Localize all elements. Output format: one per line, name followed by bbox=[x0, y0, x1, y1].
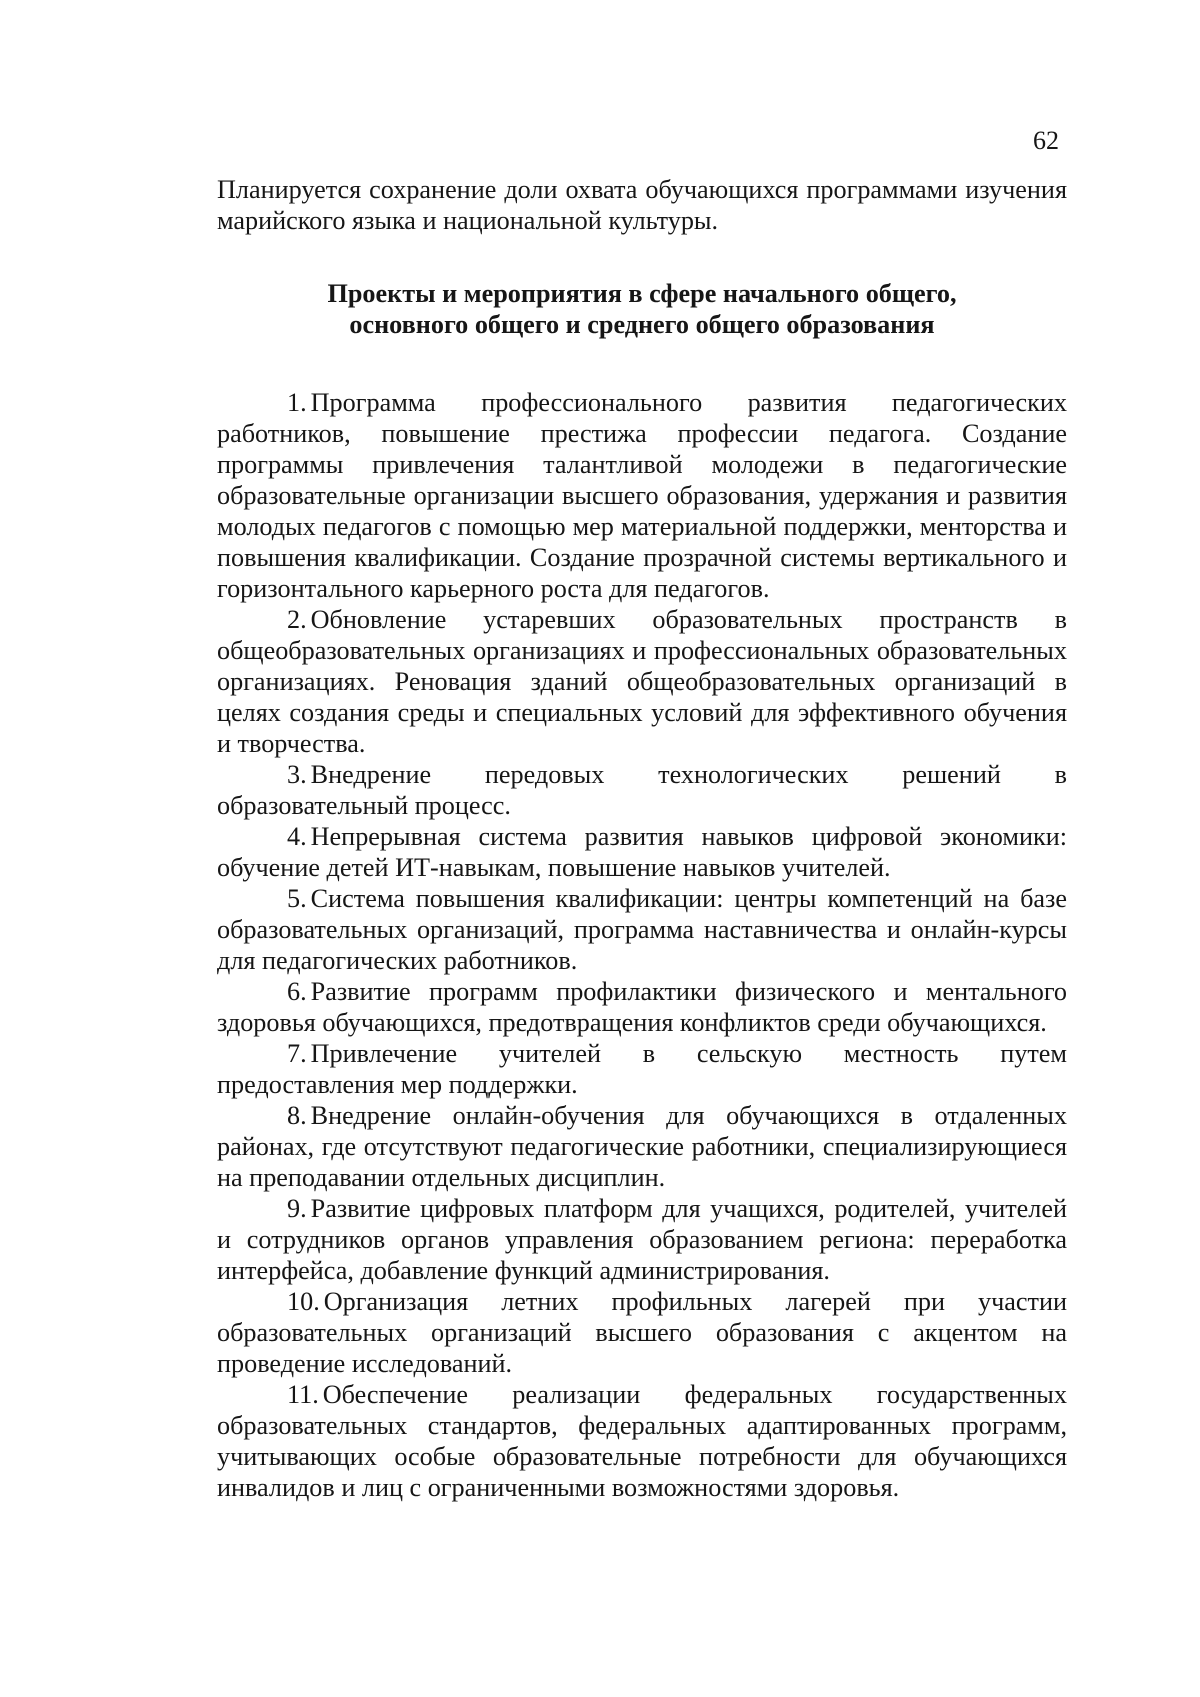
project-item-text: Программа профессионального развития педагогических работников, повышение престижа профессии педагога. Создание программы привлечения талантливой молодежи в педагогические образовательные организации высшего образования, удержания и развития молодых педагогов с помощью мер материальной поддержки, менторства и повышения квалификации. Создание прозрачной системы вертикального и горизонтального карьерного роста для педагогов. bbox=[217, 388, 1067, 603]
project-item bbox=[217, 1286, 1067, 1379]
section-heading bbox=[217, 278, 1067, 340]
page-number: 62 bbox=[1033, 126, 1059, 155]
project-item-number: 11. bbox=[287, 1380, 319, 1409]
project-item bbox=[217, 1100, 1067, 1193]
project-item bbox=[217, 976, 1067, 1038]
project-item bbox=[217, 1038, 1067, 1100]
project-item bbox=[217, 604, 1067, 759]
project-item bbox=[217, 1379, 1067, 1503]
project-item-number: 9. bbox=[287, 1194, 307, 1223]
project-item-text: Развитие цифровых платформ для учащихся, родителей, учителей и сотрудников органов управления образованием региона: переработка интерфейса, добавление функций администрирования. bbox=[217, 1194, 1067, 1285]
project-item-number: 5. bbox=[287, 884, 307, 913]
project-item bbox=[217, 759, 1067, 821]
project-item-text: Развитие программ профилактики физического и ментального здоровья обучающихся, предотвращения конфликтов среди обучающихся. bbox=[217, 977, 1067, 1037]
project-item-text: Организация летних профильных лагерей при участии образовательных организаций высшего образования с акцентом на проведение исследований. bbox=[217, 1287, 1067, 1378]
project-item-number: 1. bbox=[287, 388, 307, 417]
project-item-text: Внедрение передовых технологических решений в образовательный процесс. bbox=[217, 760, 1067, 820]
project-item-number: 2. bbox=[287, 605, 307, 634]
project-item-number: 8. bbox=[287, 1101, 307, 1130]
project-item-number: 10. bbox=[287, 1287, 320, 1316]
project-item-number: 4. bbox=[287, 822, 307, 851]
project-list bbox=[217, 387, 1067, 1503]
project-item-text: Непрерывная система развития навыков цифровой экономики: обучение детей ИТ-навыкам, повышение навыков учителей. bbox=[217, 822, 1067, 882]
project-item-text: Внедрение онлайн-обучения для обучающихся в отдаленных районах, где отсутствуют педагогические работники, специализирующиеся на преподавании отдельных дисциплин. bbox=[217, 1101, 1067, 1192]
project-item bbox=[217, 883, 1067, 976]
project-item-number: 3. bbox=[287, 760, 307, 789]
document-body bbox=[217, 174, 1067, 1503]
project-item-text: Система повышения квалификации: центры компетенций на базе образовательных организаций, программа наставничества и онлайн-курсы для педагогических работников. bbox=[217, 884, 1067, 975]
project-item-number: 6. bbox=[287, 977, 307, 1006]
project-item-text: Обновление устаревших образовательных пространств в общеобразовательных организациях и профессиональных образовательных организациях. Реновация зданий общеобразовательных организаций в целях создания среды и специальных условий для эффективного обучения и творчества. bbox=[217, 605, 1067, 758]
intro-paragraph: Планируется сохранение доли охвата обучающихся программами изучения марийского языка и национальной культуры. bbox=[217, 175, 1067, 235]
project-item-text: Привлечение учителей в сельскую местность путем предоставления мер поддержки. bbox=[217, 1039, 1067, 1099]
section-heading-line-1: Проекты и мероприятия в сфере начального общего, bbox=[327, 279, 957, 308]
project-item bbox=[217, 1193, 1067, 1286]
project-item-number: 7. bbox=[287, 1039, 307, 1068]
section-heading-line-2: основного общего и среднего общего образования bbox=[349, 310, 935, 339]
project-item bbox=[217, 387, 1067, 604]
project-item bbox=[217, 821, 1067, 883]
project-item-text: Обеспечение реализации федеральных государственных образовательных стандартов, федеральных адаптированных программ, учитывающих особые образовательные потребности для обучающихся инвалидов и лиц с ограниченными возможностями здоровья. bbox=[217, 1380, 1067, 1502]
